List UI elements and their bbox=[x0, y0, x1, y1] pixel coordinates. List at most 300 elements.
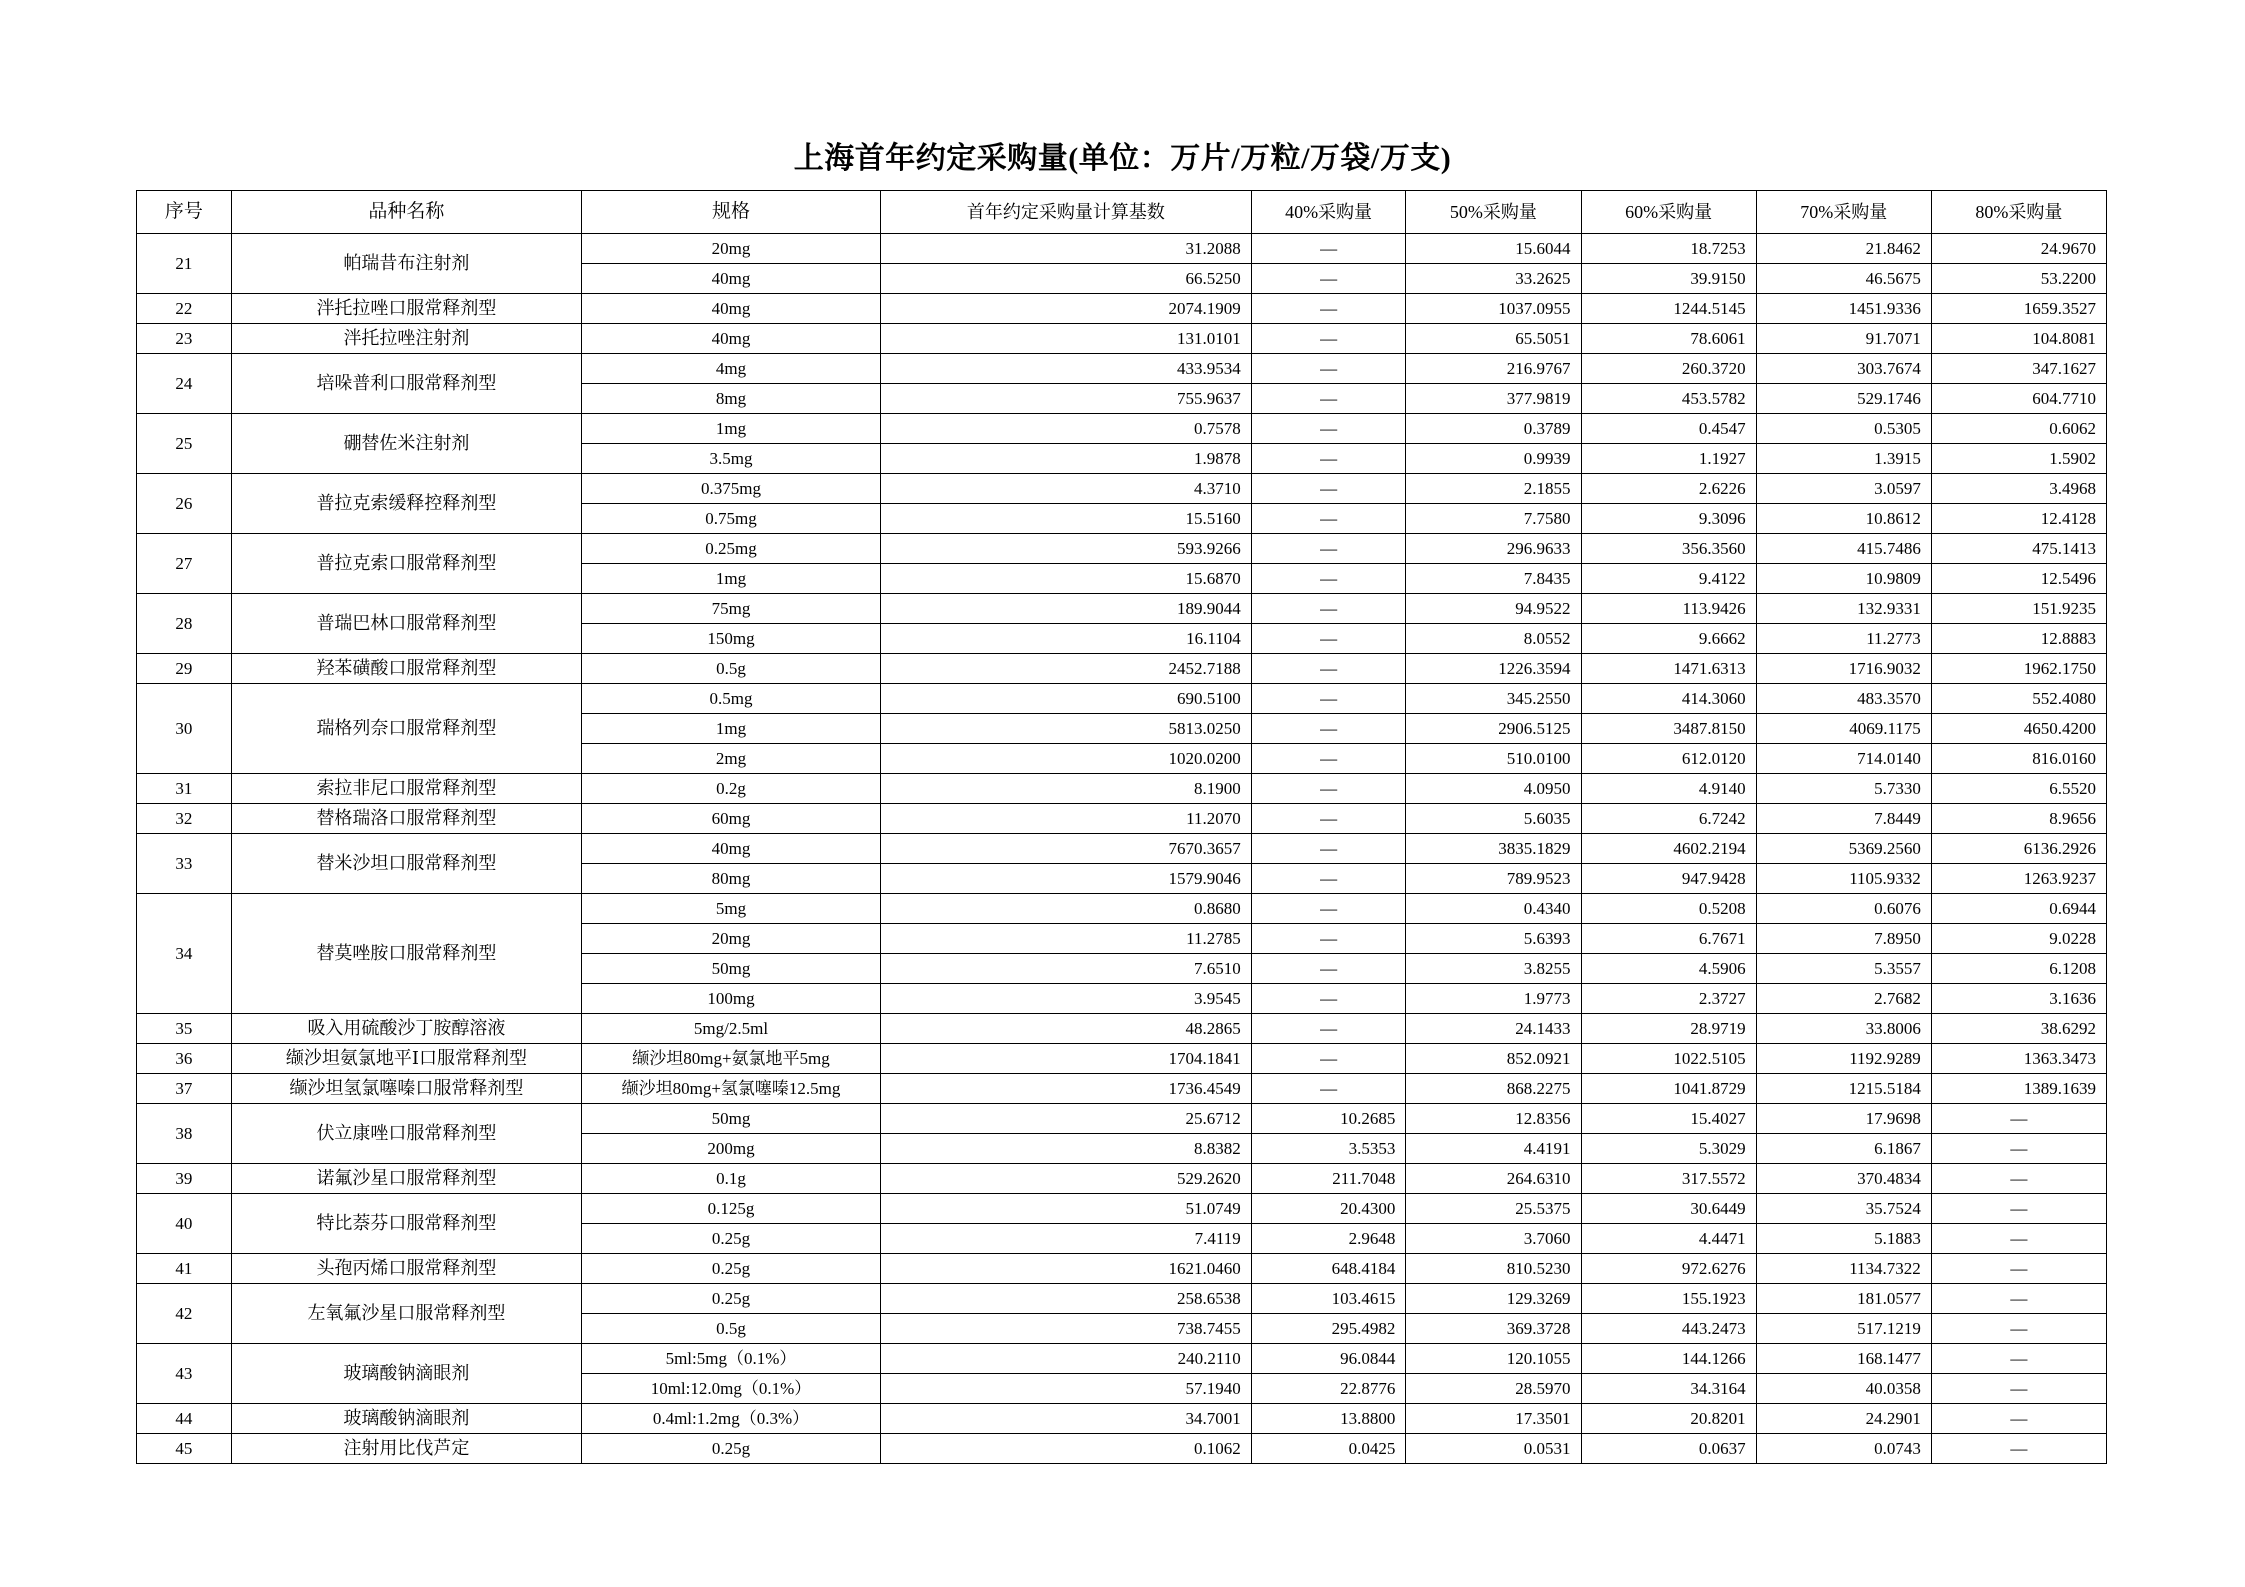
cell-index: 43 bbox=[137, 1344, 232, 1404]
cell-p70: 46.5675 bbox=[1756, 264, 1931, 294]
cell-spec: 0.375mg bbox=[582, 474, 881, 504]
column-header-name: 品种名称 bbox=[231, 191, 581, 234]
cell-p40: 13.8800 bbox=[1251, 1404, 1406, 1434]
cell-p40: 22.8776 bbox=[1251, 1374, 1406, 1404]
cell-p70: 10.9809 bbox=[1756, 564, 1931, 594]
cell-p40: — bbox=[1251, 924, 1406, 954]
cell-spec: 缬沙坦80mg+氢氯噻嗪12.5mg bbox=[582, 1074, 881, 1104]
cell-index: 23 bbox=[137, 324, 232, 354]
cell-product-name: 左氧氟沙星口服常释剂型 bbox=[231, 1284, 581, 1344]
cell-base: 0.1062 bbox=[880, 1434, 1251, 1464]
cell-product-name: 玻璃酸钠滴眼剂 bbox=[231, 1404, 581, 1434]
cell-base: 0.7578 bbox=[880, 414, 1251, 444]
cell-p80: 151.9235 bbox=[1931, 594, 2106, 624]
cell-base: 0.8680 bbox=[880, 894, 1251, 924]
cell-p40: 648.4184 bbox=[1251, 1254, 1406, 1284]
cell-base: 11.2785 bbox=[880, 924, 1251, 954]
cell-p60: 1.1927 bbox=[1581, 444, 1756, 474]
cell-p80: 1659.3527 bbox=[1931, 294, 2106, 324]
table-row bbox=[137, 1194, 2107, 1224]
cell-p50: 17.3501 bbox=[1406, 1404, 1581, 1434]
cell-p40: — bbox=[1251, 474, 1406, 504]
cell-p70: 168.1477 bbox=[1756, 1344, 1931, 1374]
cell-p80: — bbox=[1931, 1194, 2106, 1224]
cell-p40: — bbox=[1251, 714, 1406, 744]
cell-base: 11.2070 bbox=[880, 804, 1251, 834]
cell-index: 33 bbox=[137, 834, 232, 894]
cell-p60: 0.5208 bbox=[1581, 894, 1756, 924]
cell-index: 38 bbox=[137, 1104, 232, 1164]
cell-p60: 6.7242 bbox=[1581, 804, 1756, 834]
column-header-base: 首年约定采购量计算基数 bbox=[880, 191, 1251, 234]
cell-p40: 96.0844 bbox=[1251, 1344, 1406, 1374]
table-row bbox=[137, 1284, 2107, 1314]
cell-base: 8.8382 bbox=[880, 1134, 1251, 1164]
cell-index: 44 bbox=[137, 1404, 232, 1434]
cell-index: 27 bbox=[137, 534, 232, 594]
cell-p50: 65.5051 bbox=[1406, 324, 1581, 354]
cell-p50: 7.7580 bbox=[1406, 504, 1581, 534]
cell-p80: 1.5902 bbox=[1931, 444, 2106, 474]
cell-p70: 5.7330 bbox=[1756, 774, 1931, 804]
cell-spec: 5mg/2.5ml bbox=[582, 1014, 881, 1044]
cell-p70: 17.9698 bbox=[1756, 1104, 1931, 1134]
table-row bbox=[137, 354, 2107, 384]
cell-p40: — bbox=[1251, 864, 1406, 894]
cell-p70: 1.3915 bbox=[1756, 444, 1931, 474]
table-row bbox=[137, 1404, 2107, 1434]
cell-index: 21 bbox=[137, 234, 232, 294]
cell-p80: 38.6292 bbox=[1931, 1014, 2106, 1044]
procurement-table-wrapper bbox=[136, 190, 2107, 1464]
cell-spec: 1mg bbox=[582, 564, 881, 594]
cell-p80: 6136.2926 bbox=[1931, 834, 2106, 864]
cell-p80: — bbox=[1931, 1224, 2106, 1254]
cell-p50: 3.8255 bbox=[1406, 954, 1581, 984]
cell-p70: 7.8449 bbox=[1756, 804, 1931, 834]
cell-p60: 9.4122 bbox=[1581, 564, 1756, 594]
cell-p50: 868.2275 bbox=[1406, 1074, 1581, 1104]
cell-p70: 91.7071 bbox=[1756, 324, 1931, 354]
cell-product-name: 缬沙坦氨氯地平Ⅰ口服常释剂型 bbox=[231, 1044, 581, 1074]
cell-p60: 0.0637 bbox=[1581, 1434, 1756, 1464]
cell-p80: — bbox=[1931, 1164, 2106, 1194]
cell-product-name: 培哚普利口服常释剂型 bbox=[231, 354, 581, 414]
cell-p70: 303.7674 bbox=[1756, 354, 1931, 384]
cell-product-name: 普瑞巴林口服常释剂型 bbox=[231, 594, 581, 654]
cell-p50: 4.4191 bbox=[1406, 1134, 1581, 1164]
cell-product-name: 帕瑞昔布注射剂 bbox=[231, 234, 581, 294]
column-header-p80: 80%采购量 bbox=[1931, 191, 2106, 234]
cell-spec: 0.25g bbox=[582, 1434, 881, 1464]
cell-base: 3.9545 bbox=[880, 984, 1251, 1014]
cell-p80: 1263.9237 bbox=[1931, 864, 2106, 894]
cell-product-name: 普拉克索缓释控释剂型 bbox=[231, 474, 581, 534]
cell-p40: — bbox=[1251, 594, 1406, 624]
cell-index: 36 bbox=[137, 1044, 232, 1074]
cell-product-name: 泮托拉唑口服常释剂型 bbox=[231, 294, 581, 324]
cell-p60: 947.9428 bbox=[1581, 864, 1756, 894]
cell-product-name: 玻璃酸钠滴眼剂 bbox=[231, 1344, 581, 1404]
cell-index: 42 bbox=[137, 1284, 232, 1344]
cell-p60: 612.0120 bbox=[1581, 744, 1756, 774]
cell-spec: 0.5mg bbox=[582, 684, 881, 714]
table-row bbox=[137, 414, 2107, 444]
cell-p50: 0.3789 bbox=[1406, 414, 1581, 444]
cell-p50: 852.0921 bbox=[1406, 1044, 1581, 1074]
cell-p80: 552.4080 bbox=[1931, 684, 2106, 714]
cell-p50: 129.3269 bbox=[1406, 1284, 1581, 1314]
cell-p70: 3.0597 bbox=[1756, 474, 1931, 504]
cell-p80: 3.4968 bbox=[1931, 474, 2106, 504]
cell-p50: 120.1055 bbox=[1406, 1344, 1581, 1374]
cell-p40: — bbox=[1251, 774, 1406, 804]
cell-index: 26 bbox=[137, 474, 232, 534]
cell-p60: 5.3029 bbox=[1581, 1134, 1756, 1164]
cell-p40: 20.4300 bbox=[1251, 1194, 1406, 1224]
cell-p50: 33.2625 bbox=[1406, 264, 1581, 294]
cell-index: 34 bbox=[137, 894, 232, 1014]
cell-index: 25 bbox=[137, 414, 232, 474]
cell-p80: — bbox=[1931, 1134, 2106, 1164]
cell-spec: 75mg bbox=[582, 594, 881, 624]
cell-product-name: 替米沙坦口服常释剂型 bbox=[231, 834, 581, 894]
cell-p70: 6.1867 bbox=[1756, 1134, 1931, 1164]
cell-spec: 0.25g bbox=[582, 1254, 881, 1284]
table-row bbox=[137, 594, 2107, 624]
cell-base: 2452.7188 bbox=[880, 654, 1251, 684]
cell-p80: 604.7710 bbox=[1931, 384, 2106, 414]
cell-p50: 4.0950 bbox=[1406, 774, 1581, 804]
cell-p70: 5.1883 bbox=[1756, 1224, 1931, 1254]
cell-p80: — bbox=[1931, 1404, 2106, 1434]
cell-p50: 5.6035 bbox=[1406, 804, 1581, 834]
cell-product-name: 诺氟沙星口服常释剂型 bbox=[231, 1164, 581, 1194]
cell-p60: 34.3164 bbox=[1581, 1374, 1756, 1404]
table-row bbox=[137, 1044, 2107, 1074]
cell-base: 16.1104 bbox=[880, 624, 1251, 654]
cell-p50: 1037.0955 bbox=[1406, 294, 1581, 324]
cell-p40: — bbox=[1251, 384, 1406, 414]
cell-p40: 3.5353 bbox=[1251, 1134, 1406, 1164]
cell-base: 258.6538 bbox=[880, 1284, 1251, 1314]
cell-p60: 1041.8729 bbox=[1581, 1074, 1756, 1104]
cell-spec: 20mg bbox=[582, 234, 881, 264]
cell-p60: 15.4027 bbox=[1581, 1104, 1756, 1134]
cell-p70: 11.2773 bbox=[1756, 624, 1931, 654]
cell-p80: 4650.4200 bbox=[1931, 714, 2106, 744]
cell-p60: 78.6061 bbox=[1581, 324, 1756, 354]
cell-base: 57.1940 bbox=[880, 1374, 1251, 1404]
cell-p70: 33.8006 bbox=[1756, 1014, 1931, 1044]
cell-p40: — bbox=[1251, 624, 1406, 654]
cell-p50: 1226.3594 bbox=[1406, 654, 1581, 684]
cell-p80: 6.5520 bbox=[1931, 774, 2106, 804]
cell-p60: 356.3560 bbox=[1581, 534, 1756, 564]
cell-p80: 0.6062 bbox=[1931, 414, 2106, 444]
cell-p40: — bbox=[1251, 954, 1406, 984]
cell-base: 5813.0250 bbox=[880, 714, 1251, 744]
cell-p60: 414.3060 bbox=[1581, 684, 1756, 714]
cell-p70: 0.0743 bbox=[1756, 1434, 1931, 1464]
cell-p60: 113.9426 bbox=[1581, 594, 1756, 624]
cell-p70: 5.3557 bbox=[1756, 954, 1931, 984]
cell-p70: 4069.1175 bbox=[1756, 714, 1931, 744]
cell-spec: 0.125g bbox=[582, 1194, 881, 1224]
cell-index: 35 bbox=[137, 1014, 232, 1044]
cell-base: 7.4119 bbox=[880, 1224, 1251, 1254]
cell-spec: 2mg bbox=[582, 744, 881, 774]
table-header-row bbox=[137, 191, 2107, 234]
cell-product-name: 头孢丙烯口服常释剂型 bbox=[231, 1254, 581, 1284]
cell-spec: 4mg bbox=[582, 354, 881, 384]
table-row bbox=[137, 654, 2107, 684]
cell-p60: 1244.5145 bbox=[1581, 294, 1756, 324]
cell-p60: 1022.5105 bbox=[1581, 1044, 1756, 1074]
table-row bbox=[137, 834, 2107, 864]
cell-product-name: 缬沙坦氢氯噻嗪口服常释剂型 bbox=[231, 1074, 581, 1104]
cell-product-name: 瑞格列奈口服常释剂型 bbox=[231, 684, 581, 774]
cell-spec: 0.1g bbox=[582, 1164, 881, 1194]
cell-base: 34.7001 bbox=[880, 1404, 1251, 1434]
table-row bbox=[137, 294, 2107, 324]
cell-base: 1704.1841 bbox=[880, 1044, 1251, 1074]
cell-base: 8.1900 bbox=[880, 774, 1251, 804]
cell-p50: 3.7060 bbox=[1406, 1224, 1581, 1254]
cell-p40: — bbox=[1251, 264, 1406, 294]
table-row bbox=[137, 1164, 2107, 1194]
cell-p60: 260.3720 bbox=[1581, 354, 1756, 384]
cell-base: 1579.9046 bbox=[880, 864, 1251, 894]
cell-spec: 8mg bbox=[582, 384, 881, 414]
cell-p70: 483.3570 bbox=[1756, 684, 1931, 714]
procurement-table bbox=[136, 190, 2107, 1464]
table-row bbox=[137, 1014, 2107, 1044]
cell-p40: — bbox=[1251, 534, 1406, 564]
cell-p50: 216.9767 bbox=[1406, 354, 1581, 384]
cell-p40: — bbox=[1251, 834, 1406, 864]
cell-p40: 10.2685 bbox=[1251, 1104, 1406, 1134]
cell-p70: 1134.7322 bbox=[1756, 1254, 1931, 1284]
cell-p60: 2.3727 bbox=[1581, 984, 1756, 1014]
cell-base: 15.5160 bbox=[880, 504, 1251, 534]
table-row bbox=[137, 1434, 2107, 1464]
cell-base: 1.9878 bbox=[880, 444, 1251, 474]
cell-p40: — bbox=[1251, 444, 1406, 474]
cell-p70: 1215.5184 bbox=[1756, 1074, 1931, 1104]
table-row bbox=[137, 234, 2107, 264]
cell-p40: — bbox=[1251, 984, 1406, 1014]
cell-spec: 0.5g bbox=[582, 654, 881, 684]
cell-p70: 24.2901 bbox=[1756, 1404, 1931, 1434]
cell-spec: 50mg bbox=[582, 954, 881, 984]
cell-p80: 12.4128 bbox=[1931, 504, 2106, 534]
cell-product-name: 替莫唑胺口服常释剂型 bbox=[231, 894, 581, 1014]
cell-p50: 15.6044 bbox=[1406, 234, 1581, 264]
cell-p50: 0.9939 bbox=[1406, 444, 1581, 474]
cell-index: 31 bbox=[137, 774, 232, 804]
cell-p50: 28.5970 bbox=[1406, 1374, 1581, 1404]
cell-p40: — bbox=[1251, 564, 1406, 594]
cell-p40: — bbox=[1251, 894, 1406, 924]
cell-p40: 295.4982 bbox=[1251, 1314, 1406, 1344]
cell-base: 755.9637 bbox=[880, 384, 1251, 414]
cell-p60: 4.5906 bbox=[1581, 954, 1756, 984]
cell-p70: 1716.9032 bbox=[1756, 654, 1931, 684]
cell-p40: — bbox=[1251, 1044, 1406, 1074]
cell-index: 28 bbox=[137, 594, 232, 654]
cell-product-name: 硼替佐米注射剂 bbox=[231, 414, 581, 474]
cell-p80: 0.6944 bbox=[1931, 894, 2106, 924]
cell-spec: 50mg bbox=[582, 1104, 881, 1134]
cell-product-name: 吸入用硫酸沙丁胺醇溶液 bbox=[231, 1014, 581, 1044]
cell-p70: 21.8462 bbox=[1756, 234, 1931, 264]
cell-p40: — bbox=[1251, 804, 1406, 834]
cell-index: 30 bbox=[137, 684, 232, 774]
cell-spec: 3.5mg bbox=[582, 444, 881, 474]
cell-p70: 1451.9336 bbox=[1756, 294, 1931, 324]
cell-p50: 377.9819 bbox=[1406, 384, 1581, 414]
cell-index: 22 bbox=[137, 294, 232, 324]
cell-index: 41 bbox=[137, 1254, 232, 1284]
cell-base: 15.6870 bbox=[880, 564, 1251, 594]
cell-p40: — bbox=[1251, 234, 1406, 264]
cell-p70: 1105.9332 bbox=[1756, 864, 1931, 894]
cell-p60: 4.9140 bbox=[1581, 774, 1756, 804]
cell-spec: 0.4ml:1.2mg（0.3%） bbox=[582, 1404, 881, 1434]
cell-spec: 10ml:12.0mg（0.1%） bbox=[582, 1374, 881, 1404]
column-header-p70: 70%采购量 bbox=[1756, 191, 1931, 234]
cell-base: 1621.0460 bbox=[880, 1254, 1251, 1284]
cell-p80: 347.1627 bbox=[1931, 354, 2106, 384]
cell-p70: 2.7682 bbox=[1756, 984, 1931, 1014]
cell-base: 593.9266 bbox=[880, 534, 1251, 564]
cell-p40: — bbox=[1251, 654, 1406, 684]
cell-p80: — bbox=[1931, 1344, 2106, 1374]
cell-spec: 0.25g bbox=[582, 1224, 881, 1254]
cell-product-name: 伏立康唑口服常释剂型 bbox=[231, 1104, 581, 1164]
table-row bbox=[137, 804, 2107, 834]
cell-product-name: 泮托拉唑注射剂 bbox=[231, 324, 581, 354]
cell-p50: 24.1433 bbox=[1406, 1014, 1581, 1044]
cell-p60: 1471.6313 bbox=[1581, 654, 1756, 684]
cell-p60: 0.4547 bbox=[1581, 414, 1756, 444]
cell-spec: 20mg bbox=[582, 924, 881, 954]
cell-index: 40 bbox=[137, 1194, 232, 1254]
cell-p70: 714.0140 bbox=[1756, 744, 1931, 774]
cell-index: 29 bbox=[137, 654, 232, 684]
cell-p80: 1962.1750 bbox=[1931, 654, 2106, 684]
cell-base: 529.2620 bbox=[880, 1164, 1251, 1194]
cell-p80: 1363.3473 bbox=[1931, 1044, 2106, 1074]
cell-p80: 12.8883 bbox=[1931, 624, 2106, 654]
cell-p60: 317.5572 bbox=[1581, 1164, 1756, 1194]
cell-p80: — bbox=[1931, 1254, 2106, 1284]
cell-p50: 810.5230 bbox=[1406, 1254, 1581, 1284]
table-row bbox=[137, 534, 2107, 564]
table-row bbox=[137, 684, 2107, 714]
column-header-p60: 60%采购量 bbox=[1581, 191, 1756, 234]
cell-product-name: 特比萘芬口服常释剂型 bbox=[231, 1194, 581, 1254]
cell-base: 66.5250 bbox=[880, 264, 1251, 294]
cell-spec: 80mg bbox=[582, 864, 881, 894]
cell-p70: 0.5305 bbox=[1756, 414, 1931, 444]
cell-index: 32 bbox=[137, 804, 232, 834]
cell-p50: 94.9522 bbox=[1406, 594, 1581, 624]
cell-p60: 18.7253 bbox=[1581, 234, 1756, 264]
cell-p40: — bbox=[1251, 324, 1406, 354]
cell-p70: 10.8612 bbox=[1756, 504, 1931, 534]
cell-spec: 1mg bbox=[582, 714, 881, 744]
table-row bbox=[137, 1104, 2107, 1134]
cell-base: 7670.3657 bbox=[880, 834, 1251, 864]
cell-p50: 369.3728 bbox=[1406, 1314, 1581, 1344]
cell-p40: — bbox=[1251, 414, 1406, 444]
table-row bbox=[137, 324, 2107, 354]
cell-base: 31.2088 bbox=[880, 234, 1251, 264]
cell-p80: 24.9670 bbox=[1931, 234, 2106, 264]
cell-p60: 39.9150 bbox=[1581, 264, 1756, 294]
cell-p40: — bbox=[1251, 744, 1406, 774]
cell-p70: 181.0577 bbox=[1756, 1284, 1931, 1314]
table-row bbox=[137, 774, 2107, 804]
cell-p50: 0.4340 bbox=[1406, 894, 1581, 924]
page-title: 上海首年约定采购量(单位：万片/万粒/万袋/万支) bbox=[793, 142, 1452, 175]
cell-p60: 2.6226 bbox=[1581, 474, 1756, 504]
cell-p50: 3835.1829 bbox=[1406, 834, 1581, 864]
cell-base: 738.7455 bbox=[880, 1314, 1251, 1344]
cell-p80: 12.5496 bbox=[1931, 564, 2106, 594]
cell-p40: — bbox=[1251, 354, 1406, 384]
cell-p50: 12.8356 bbox=[1406, 1104, 1581, 1134]
cell-product-name: 羟苯磺酸口服常释剂型 bbox=[231, 654, 581, 684]
cell-p60: 144.1266 bbox=[1581, 1344, 1756, 1374]
table-row bbox=[137, 1254, 2107, 1284]
cell-p60: 443.2473 bbox=[1581, 1314, 1756, 1344]
table-row bbox=[137, 474, 2107, 504]
cell-base: 131.0101 bbox=[880, 324, 1251, 354]
cell-index: 24 bbox=[137, 354, 232, 414]
cell-p80: — bbox=[1931, 1374, 2106, 1404]
cell-spec: 40mg bbox=[582, 834, 881, 864]
cell-base: 7.6510 bbox=[880, 954, 1251, 984]
cell-p60: 28.9719 bbox=[1581, 1014, 1756, 1044]
cell-p80: 53.2200 bbox=[1931, 264, 2106, 294]
cell-p70: 5369.2560 bbox=[1756, 834, 1931, 864]
cell-p70: 7.8950 bbox=[1756, 924, 1931, 954]
cell-p70: 529.1746 bbox=[1756, 384, 1931, 414]
cell-p50: 2906.5125 bbox=[1406, 714, 1581, 744]
cell-base: 48.2865 bbox=[880, 1014, 1251, 1044]
cell-p50: 345.2550 bbox=[1406, 684, 1581, 714]
cell-p60: 6.7671 bbox=[1581, 924, 1756, 954]
cell-p60: 453.5782 bbox=[1581, 384, 1756, 414]
cell-p60: 9.3096 bbox=[1581, 504, 1756, 534]
cell-p40: — bbox=[1251, 684, 1406, 714]
cell-p50: 510.0100 bbox=[1406, 744, 1581, 774]
cell-spec: 缬沙坦80mg+氨氯地平5mg bbox=[582, 1044, 881, 1074]
cell-p70: 35.7524 bbox=[1756, 1194, 1931, 1224]
cell-p70: 1192.9289 bbox=[1756, 1044, 1931, 1074]
cell-p60: 3487.8150 bbox=[1581, 714, 1756, 744]
cell-p50: 1.9773 bbox=[1406, 984, 1581, 1014]
cell-spec: 100mg bbox=[582, 984, 881, 1014]
column-header-index: 序号 bbox=[137, 191, 232, 234]
cell-spec: 40mg bbox=[582, 264, 881, 294]
cell-p80: 6.1208 bbox=[1931, 954, 2106, 984]
column-header-p50: 50%采购量 bbox=[1406, 191, 1581, 234]
cell-p70: 370.4834 bbox=[1756, 1164, 1931, 1194]
